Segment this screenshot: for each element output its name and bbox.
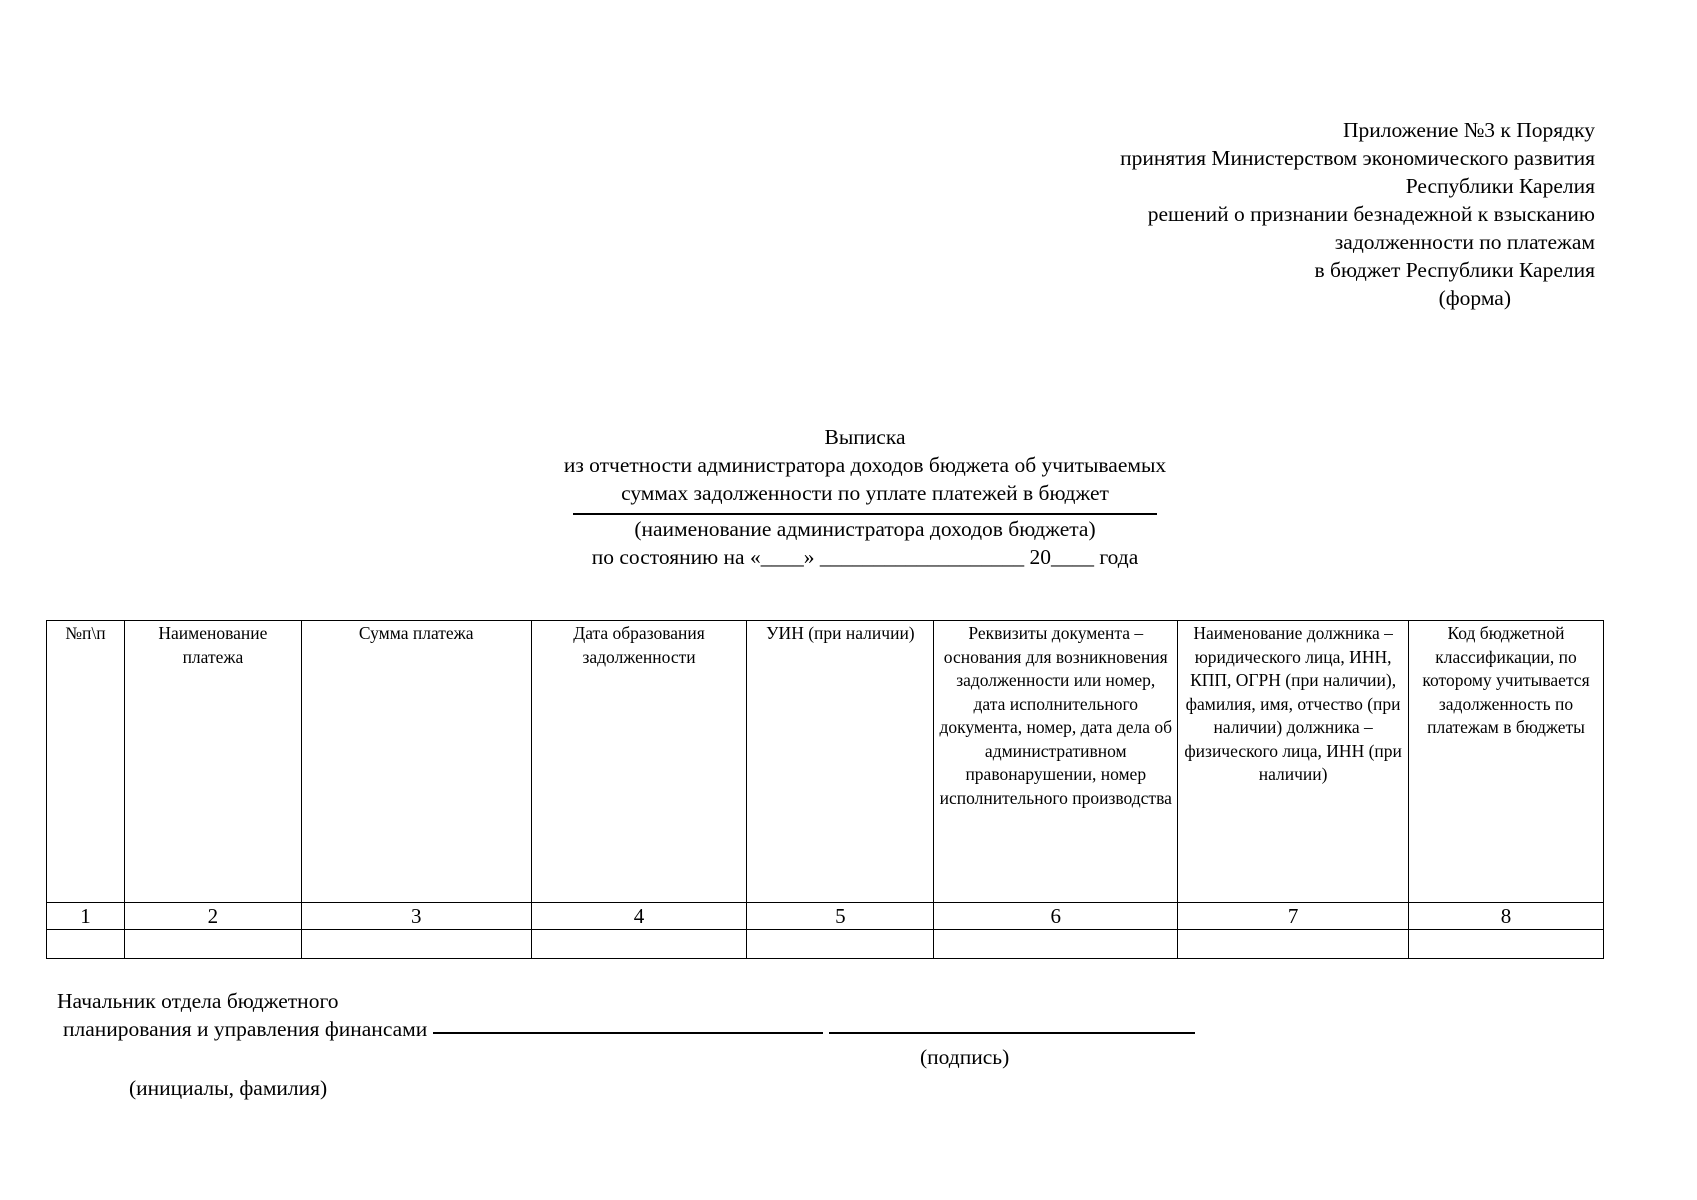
header-cell-payment-name: Наименование платежа — [124, 621, 301, 903]
signature-sign-rule — [829, 1032, 1195, 1034]
debt-table-wrapper — [46, 620, 1604, 959]
empty-cell — [1409, 930, 1604, 959]
header-cell-budget-code: Код бюджетной классификации, по которому учитывается задолженность по платежам в бюджеты — [1409, 621, 1604, 903]
header-cell-debtor: Наименование должника – юридического лица, ИНН, КПП, ОГРН (при наличии), фамилия, имя, отчество (при наличии) должника – физического лица, ИНН (при наличии) — [1178, 621, 1409, 903]
document-subtitle-line: из отчетности администратора доходов бюджета об учитываемых — [563, 453, 1167, 477]
document-title: Выписка — [824, 425, 906, 449]
table-row-empty — [47, 930, 1604, 959]
column-number-cell: 3 — [301, 903, 531, 930]
appendix-line: Республики Карелия — [1405, 174, 1595, 198]
appendix-line: в бюджет Республики Карелия — [1314, 258, 1595, 282]
header-cell-document-details: Реквизиты документа – основания для возникновения задолженности или номер, дата исполнительного документа, номер, дата дела об административном правонарушении, номер исполнительного производства — [934, 621, 1178, 903]
appendix-line: задолженности по платежам — [1334, 230, 1595, 254]
column-number-cell: 1 — [47, 903, 125, 930]
column-number-cell: 4 — [531, 903, 747, 930]
signature-position-line2-row — [63, 1015, 1195, 1043]
administrator-name-caption: (наименование администратора доходов бюджета) — [634, 517, 1096, 541]
header-cell-debt-date: Дата образования задолженности — [531, 621, 747, 903]
as-of-date-line: по состоянию на «____» ___________________ 20____ года — [591, 545, 1139, 569]
empty-cell — [934, 930, 1178, 959]
appendix-line: принятия Министерством экономического развития — [1120, 146, 1595, 170]
header-cell-uin: УИН (при наличии) — [747, 621, 934, 903]
debt-table — [46, 620, 1604, 959]
header-cell-number: №п\п — [47, 621, 125, 903]
column-number-cell: 8 — [1409, 903, 1604, 930]
empty-cell — [747, 930, 934, 959]
empty-cell — [1178, 930, 1409, 959]
column-number-cell: 2 — [124, 903, 301, 930]
appendix-line: решений о признании безнадежной к взысканию — [1147, 202, 1595, 226]
signature-position-line1: Начальник отдела бюджетного — [57, 989, 339, 1013]
signature-position-line2: планирования и управления финансами — [63, 1017, 428, 1041]
empty-cell — [301, 930, 531, 959]
column-numbers-row — [47, 903, 1604, 930]
column-number-cell: 6 — [934, 903, 1178, 930]
form-note: (форма) — [1438, 286, 1511, 310]
document-subtitle-line: суммах задолженности по уплате платежей в бюджет — [621, 481, 1109, 505]
header-cell-payment-amount: Сумма платежа — [301, 621, 531, 903]
column-number-cell: 7 — [1178, 903, 1409, 930]
signature-name-rule — [433, 1032, 823, 1034]
empty-cell — [47, 930, 125, 959]
empty-cell — [531, 930, 747, 959]
table-header-row — [47, 621, 1604, 903]
appendix-line: Приложение №3 к Порядку — [1343, 118, 1595, 142]
appendix-block — [895, 116, 1595, 312]
document-title-block — [0, 423, 1697, 571]
column-number-cell: 5 — [747, 903, 934, 930]
name-caption: (инициалы, фамилия) — [129, 1076, 328, 1100]
signature-caption: (подпись) — [920, 1045, 1010, 1069]
signature-block — [57, 987, 1195, 1100]
empty-cell — [124, 930, 301, 959]
